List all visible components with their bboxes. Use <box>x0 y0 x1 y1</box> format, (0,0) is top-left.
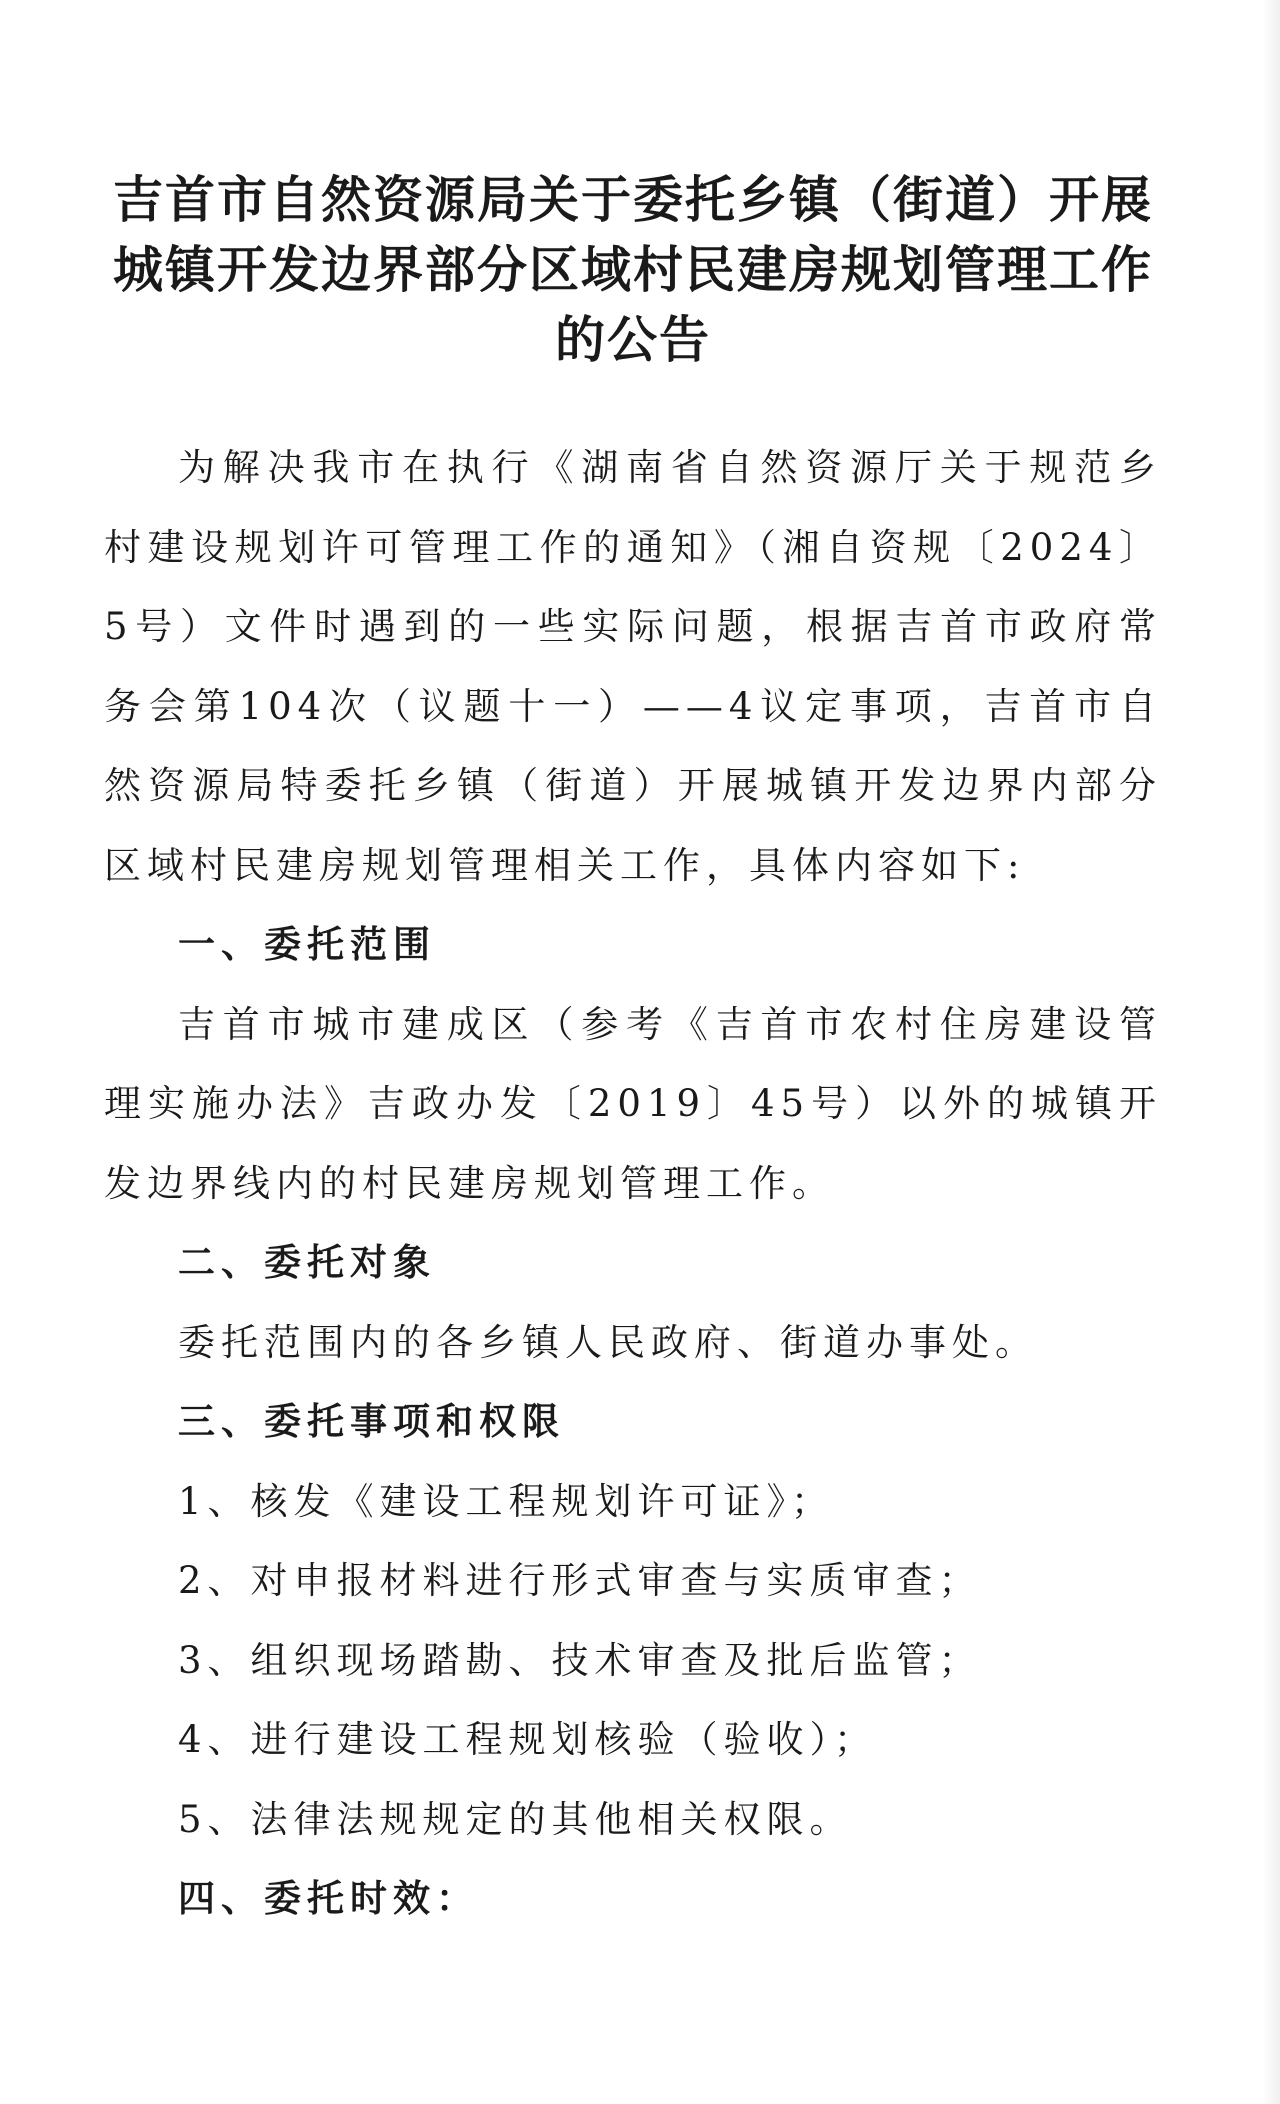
intro-paragraph: 为解决我市在执行《湖南省自然资源厅关于规范乡村建设规划许可管理工作的通知》（湘自资规〔2024〕5号）文件时遇到的一些实际问题，根据吉首市政府常务会第104次（议题十一）——4议定事项，吉首市自然资源局特委托乡镇（街道）开展城镇开发边界内部分区域村民建房规划管理相关工作，具体内容如下: <box>104 446 1162 887</box>
section-heading-matters: 三、委托事项和权限 <box>178 1400 565 1443</box>
section-text-scope: 吉首市城市建成区（参考《吉首市农村住房建设管理实施办法》吉政办发〔2019〕45号）以外的城镇开发边界线内的村民建房规划管理工作。 <box>104 1002 1162 1205</box>
announcement-document <box>104 165 1162 1939</box>
page-edge-shadow <box>1262 0 1280 2104</box>
list-item: 2、对申报材料进行形式审查与实质审查； <box>178 1559 982 1602</box>
list-item: 3、组织现场踏勘、技术审查及批后监管； <box>178 1638 982 1682</box>
list-item: 4、进行建设工程规划核验（验收）； <box>178 1718 878 1761</box>
section-heading-scope: 一、委托范围 <box>178 923 436 966</box>
section-heading-target: 二、委托对象 <box>178 1241 436 1284</box>
document-body <box>104 428 1162 1939</box>
list-item: 1、核发《建设工程规划许可证》； <box>178 1479 835 1523</box>
list-item: 5、法律法规规定的其他相关权限。 <box>178 1797 853 1841</box>
document-title: 吉首市自然资源局关于委托乡镇（街道）开展城镇开发边界部分区域村民建房规划管理工作的公告 <box>113 171 1153 369</box>
section-heading-validity: 四、委托时效： <box>178 1877 479 1920</box>
section-text-target: 委托范围内的各乡镇人民政府、街道办事处。 <box>178 1320 1038 1364</box>
